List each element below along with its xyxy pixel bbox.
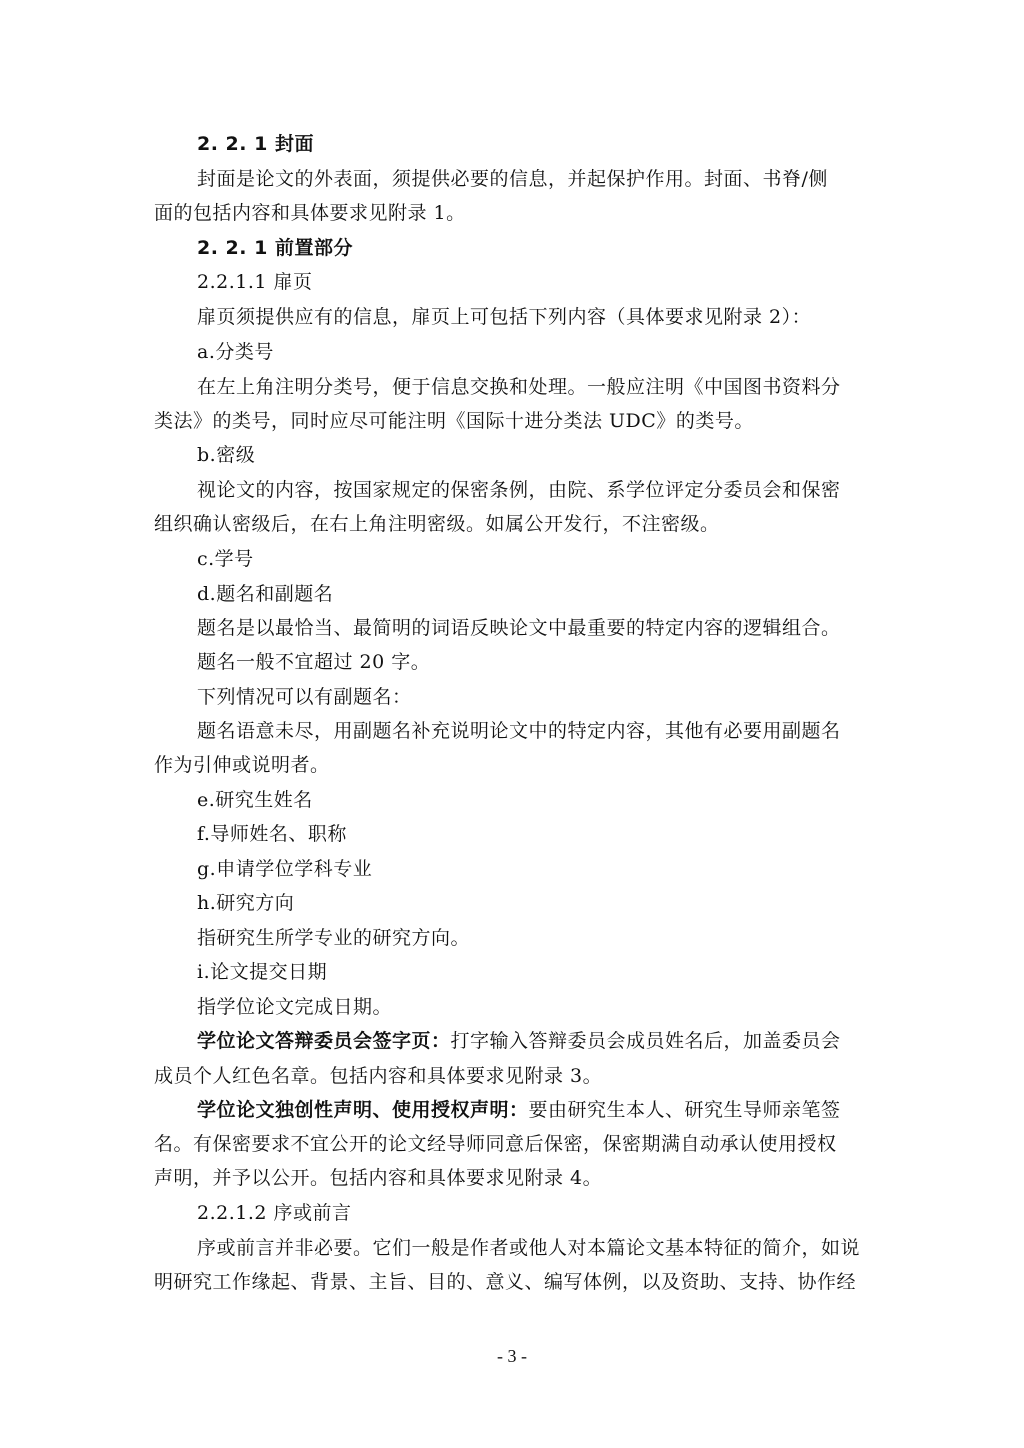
committee-page-line-1: [197, 1028, 841, 1054]
item-d-text-4-line-1: 题名语意未尽，用副题名补充说明论文中的特定内容，其他有必要用副题名: [197, 720, 841, 742]
originality-term: 学位论文独创性声明、使用授权声明：: [197, 1099, 529, 1121]
item-a-label: a.分类号: [197, 341, 274, 363]
item-b-text-line-2: 组织确认密级后，在右上角注明密级。如属公开发行，不注密级。: [154, 513, 720, 535]
originality-line-3: 声明，并予以公开。包括内容和具体要求见附录 4。: [154, 1167, 603, 1189]
item-d-text-4-line-2: 作为引伸或说明者。: [154, 754, 330, 776]
item-h-text: 指研究生所学专业的研究方向。: [197, 927, 471, 949]
item-a-text-line-1: 在左上角注明分类号，便于信息交换和处理。一般应注明《中国图书资料分: [197, 376, 841, 398]
section-heading-front-matter: 2. 2. 1 前置部分: [197, 237, 353, 259]
item-d-text-1: 题名是以最恰当、最简明的词语反映论文中最重要的特定内容的逻辑组合。: [197, 617, 841, 639]
item-d-label: d.题名和副题名: [197, 583, 334, 605]
item-e-label: e.研究生姓名: [197, 789, 313, 811]
item-b-label: b.密级: [197, 444, 256, 466]
originality-line-2: 名。有保密要求不宜公开的论文经导师同意后保密，保密期满自动承认使用授权: [154, 1133, 837, 1155]
item-i-label: i.论文提交日期: [197, 961, 328, 983]
item-g-label: g.申请学位学科专业: [197, 858, 373, 880]
committee-page-text: 打字输入答辩委员会成员姓名后，加盖委员会: [450, 1030, 841, 1052]
originality-line-1: [197, 1097, 841, 1123]
subsection-title-page: 2.2.1.1 扉页: [197, 271, 313, 293]
item-f-label: f.导师姓名、职称: [197, 823, 347, 845]
page-number: - 3 -: [497, 1346, 527, 1366]
item-d-text-2: 题名一般不宜超过 20 字。: [197, 651, 431, 673]
item-h-label: h.研究方向: [197, 892, 295, 914]
item-i-text: 指学位论文完成日期。: [197, 996, 393, 1018]
cover-paragraph-line-1: 封面是论文的外表面，须提供必要的信息，并起保护作用。封面、书脊/侧: [197, 168, 828, 190]
item-b-text-line-1: 视论文的内容，按国家规定的保密条例，由院、系学位评定分委员会和保密: [197, 479, 841, 501]
cover-paragraph-line-2: 面的包括内容和具体要求见附录 1。: [154, 202, 466, 224]
title-page-intro: 扉页须提供应有的信息，扉页上可包括下列内容（具体要求见附录 2）：: [197, 306, 812, 328]
section-heading-cover: 2. 2. 1 封面: [197, 133, 314, 155]
item-a-text-line-2: 类法》的类号，同时应尽可能注明《国际十进分类法 UDC》的类号。: [154, 410, 754, 432]
item-d-text-3: 下列情况可以有副题名：: [197, 686, 412, 708]
subsection-preface: 2.2.1.2 序或前言: [197, 1202, 352, 1224]
preface-text-line-2: 明研究工作缘起、背景、主旨、目的、意义、编写体例，以及资助、支持、协作经: [154, 1271, 857, 1293]
committee-page-line-2: 成员个人红色名章。包括内容和具体要求见附录 3。: [154, 1065, 603, 1087]
originality-text: 要由研究生本人、研究生导师亲笔签: [528, 1099, 841, 1121]
committee-page-term: 学位论文答辩委员会签字页：: [197, 1030, 451, 1052]
preface-text-line-1: 序或前言并非必要。它们一般是作者或他人对本篇论文基本特征的简介，如说: [197, 1237, 861, 1259]
item-c-label: c.学号: [197, 548, 254, 570]
